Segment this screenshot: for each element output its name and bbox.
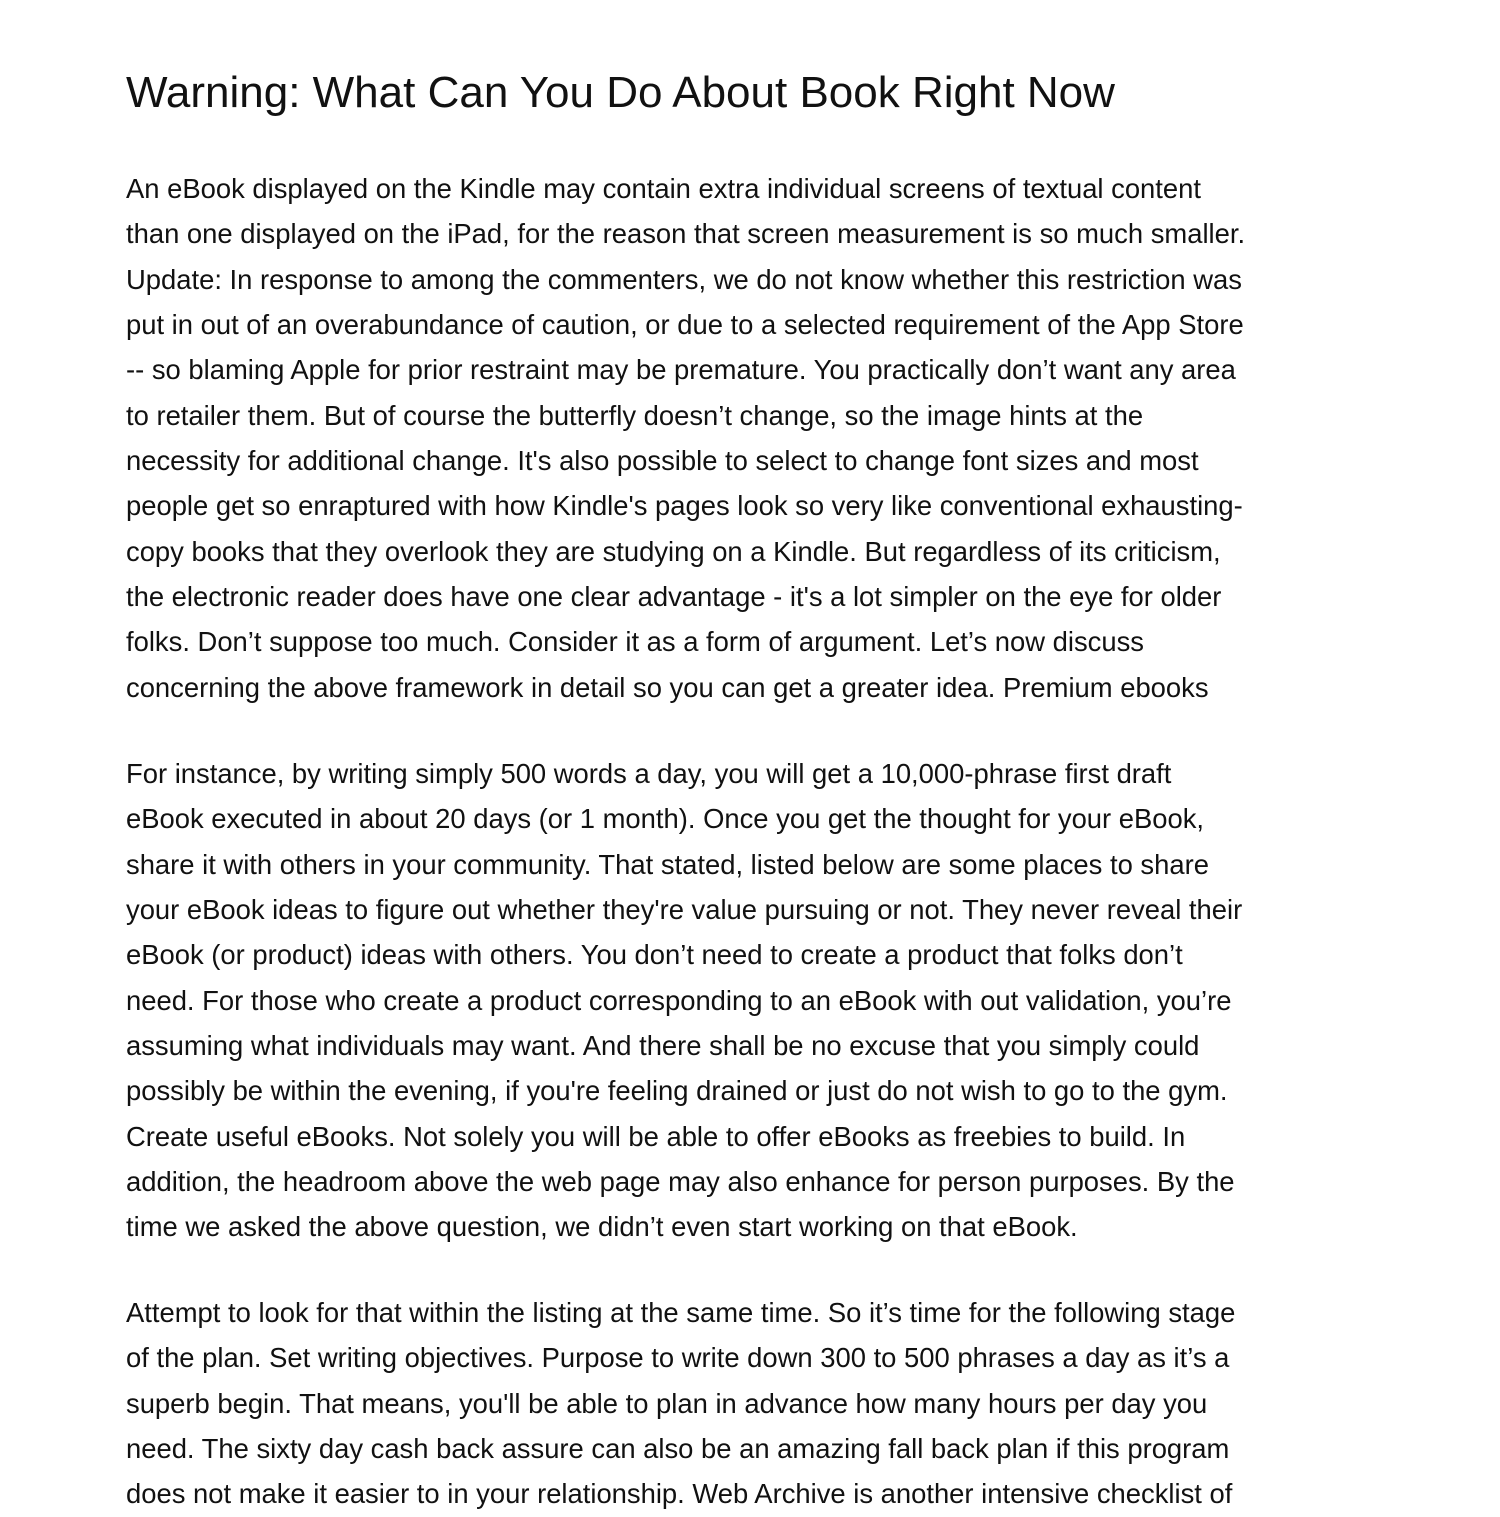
text-line: folks. Don’t suppose too much. Consider it as a form of argument. Let’s now discuss [126,626,1145,658]
text-line: put in out of an overabundance of caution, or due to a selected requirement of the App Store [126,309,1244,341]
paragraph-2 [126,751,1242,1250]
text-line: your eBook ideas to figure out whether they're value pursuing or not. They never reveal their [126,894,1243,926]
text-line: Update: In response to among the commenters, we do not know whether this restriction was [126,263,1242,295]
text-line: copy books that they overlook they are studying on a Kindle. But regardless of its criticism, [126,535,1221,567]
text-line: eBook (or product) ideas with others. You don’t need to create a product that folks don’t [126,939,1183,971]
text-line: of the plan. Set writing objectives. Purpose to write down 300 to 500 phrases a day as it’s a [126,1342,1230,1374]
text-line: Create useful eBooks. Not solely you will be able to offer eBooks as freebies to build. In [126,1120,1186,1152]
text-line: people get so enraptured with how Kindle's pages look so very like conventional exhausting- [126,490,1243,522]
text-line: -- so blaming Apple for prior restraint may be premature. You practically don’t want any area [126,354,1236,386]
text-line: share it with others in your community. That stated, listed below are some places to share [126,848,1209,880]
text-line: For instance, by writing simply 500 words a day, you will get a 10,000-phrase first draft [126,758,1172,789]
text-line: An eBook displayed on the Kindle may contain extra individual screens of textual content [126,173,1201,204]
text-line: assuming what individuals may want. And there shall be no excuse that you simply could [126,1030,1200,1062]
text-line: concerning the above framework in detail so you can get a greater idea. Premium ebooks [126,671,1209,703]
text-line: to retailer them. But of course the butterfly doesn’t change, so the image hints at the [126,399,1144,431]
text-line: than one displayed on the iPad, for the reason that screen measurement is so much smaller. [126,218,1246,250]
text-line: possibly be within the evening, if you're feeling drained or just do not wish to go to the gym. [126,1075,1228,1107]
text-line: eBook executed in about 20 days (or 1 month). Once you get the thought for your eBook, [126,803,1205,835]
text-line: Attempt to look for that within the listing at the same time. So it’s time for the following stage [126,1297,1236,1328]
text-line: superb begin. That means, you'll be able to plan in advance how many hours per day you [126,1387,1208,1419]
text-line: the electronic reader does have one clear advantage - it's a lot simpler on the eye for older [126,581,1222,613]
text-line: time we asked the above question, we didn’t even start working on that eBook. [126,1211,1078,1243]
document-title: Warning: What Can You Do About Book Right Now [126,68,1115,117]
text-line: need. The sixty day cash back assure can also be an amazing fall back plan if this program [126,1433,1230,1465]
text-line: necessity for additional change. It's also possible to select to change font sizes and most [126,445,1199,477]
text-line: does not make it easier to in your relationship. Web Archive is another intensive checklist of [126,1478,1233,1510]
paragraph-3 [126,1290,1235,1517]
text-line: need. For those who create a product corresponding to an eBook with out validation, you’re [126,984,1232,1016]
text-line: addition, the headroom above the web page may also enhance for person purposes. By the [126,1166,1235,1198]
paragraph-1 [126,166,1245,710]
